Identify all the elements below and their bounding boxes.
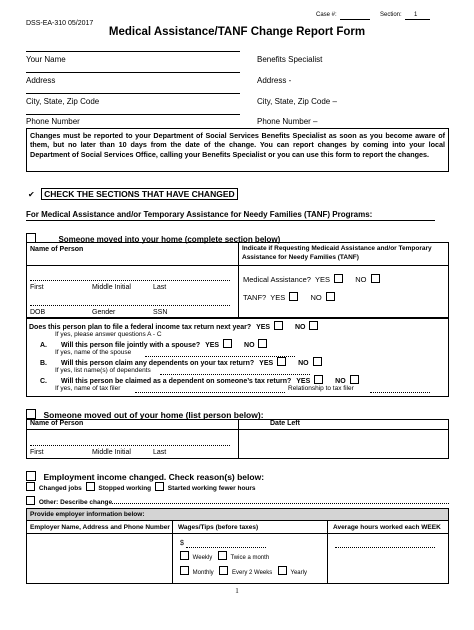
other-change-line[interactable]: [112, 503, 449, 504]
your-phone-line[interactable]: [26, 114, 240, 115]
medical-no-checkbox[interactable]: [371, 274, 380, 283]
form-id: DSS-EA-310 05/2017: [26, 20, 94, 27]
employer-col-header: Employer Name, Address and Phone Number: [30, 524, 170, 531]
tax-a-letter: A.: [40, 342, 47, 349]
moved-out-name-header: Name of Person: [30, 420, 84, 427]
tax-a-no-label: NO: [244, 342, 255, 349]
provide-employer-header-text: Provide employer information below:: [30, 511, 145, 518]
medical-assistance-row: [243, 274, 382, 284]
your-name-line[interactable]: [26, 51, 240, 52]
check-sections-text: CHECK THE SECTIONS THAT HAVE CHANGED: [44, 189, 235, 199]
moved-in-dob-label: DOB: [30, 309, 46, 316]
tax-a-sub-label: If yes, name of the spouse: [55, 349, 132, 356]
tax-main-yes-label: YES: [256, 324, 271, 331]
tax-c-no-checkbox[interactable]: [350, 375, 359, 384]
your-address-line[interactable]: [26, 72, 240, 73]
your-name-label: Your Name: [26, 55, 66, 64]
moved-in-name-line[interactable]: [30, 280, 230, 281]
your-city-label: City, State, Zip Code: [26, 97, 100, 106]
tanf-yes-checkbox[interactable]: [289, 292, 298, 301]
yearly-label: Yearly: [290, 570, 307, 576]
wages-dollar-sign: $: [180, 540, 184, 547]
medical-yes-label: YES: [315, 275, 331, 284]
other-change-row: [26, 496, 112, 506]
monthly-checkbox[interactable]: [180, 566, 189, 575]
moved-in-col-divider: [238, 242, 239, 318]
moved-out-first-label: First: [30, 449, 44, 456]
tax-main-yes-checkbox[interactable]: [274, 321, 283, 330]
tax-main-question: Does this person plan to file a federal income tax return next year?: [29, 324, 252, 331]
tax-c-no-label: NO: [335, 378, 346, 385]
moved-out-col-divider: [238, 419, 239, 459]
employer-col-header-divider: [26, 533, 449, 534]
hours-line[interactable]: [335, 547, 435, 548]
tanf-question: TANF?: [243, 293, 267, 302]
tax-a-yes-label: YES: [205, 342, 220, 349]
tax-c-yes-label: YES: [296, 378, 311, 385]
stopped-working-label: Stopped working: [98, 485, 152, 492]
section-value: 1: [414, 12, 418, 18]
tax-b-no-label: NO: [298, 360, 309, 367]
tax-main-row: [29, 321, 320, 331]
moved-out-label: Someone moved out of your home (list person below):: [43, 410, 264, 420]
moved-in-label: Someone moved into your home (complete section below): [58, 235, 281, 244]
section-field[interactable]: [405, 19, 430, 20]
tax-b-no-checkbox[interactable]: [313, 357, 322, 366]
moved-out-name-line[interactable]: [30, 445, 230, 446]
tanf-row: [243, 292, 337, 302]
moved-out-checkbox[interactable]: [26, 409, 36, 419]
moved-out-middle-label: Middle Initial: [92, 449, 131, 456]
specialist-phone-label: Phone Number –: [257, 117, 318, 126]
employment-label: Employment income changed. Check reason(s) below:: [43, 472, 265, 482]
programs-heading-underline: [26, 220, 435, 221]
change-reporting-notice: Changes must be reported to your Department of Social Services Benefits Specialist as soon as you become aware of them, but no later than 10 days from the date of the change. You can report changes by coming into your local Department of Social Services Office, calling your Benefits Specialist or you can use this form to report the changes.: [26, 128, 449, 172]
page-number: 1: [235, 587, 239, 595]
stopped-working-checkbox[interactable]: [86, 482, 95, 491]
tax-c-filer-line[interactable]: [135, 392, 285, 393]
tax-a-row: [40, 339, 269, 349]
check-sections-box: [41, 188, 237, 200]
tanf-no-checkbox[interactable]: [326, 292, 335, 301]
tanf-no-label: NO: [310, 293, 322, 302]
page-title: Medical Assistance/TANF Change Report Form: [108, 26, 366, 38]
medical-yes-checkbox[interactable]: [334, 274, 343, 283]
tax-c-sub-label: If yes, name of tax filer: [55, 385, 121, 392]
your-city-line[interactable]: [26, 93, 240, 94]
changed-jobs-label: Changed jobs: [38, 485, 82, 492]
moved-out-date-header: Date Left: [270, 420, 300, 427]
other-change-label: Other: Describe change: [38, 499, 113, 506]
tax-if-yes-answer: If yes, please answer questions A - C: [55, 331, 162, 338]
twice-month-checkbox[interactable]: [218, 551, 227, 560]
tax-main-no-label: NO: [295, 324, 306, 331]
moved-in-dob-line[interactable]: [30, 305, 230, 306]
wages-amount-line[interactable]: [186, 547, 266, 548]
tax-c-relationship-line[interactable]: [370, 392, 430, 393]
check-sections-heading: [28, 184, 238, 202]
tax-a-yes-checkbox[interactable]: [223, 339, 232, 348]
wages-col-header: Wages/Tips (before taxes): [178, 524, 259, 531]
employment-checkbox[interactable]: [26, 471, 36, 481]
your-phone-label: Phone Number: [26, 117, 80, 126]
moved-in-middle-label: Middle Initial: [92, 284, 131, 291]
your-address-label: Address: [26, 76, 56, 85]
yearly-checkbox[interactable]: [278, 566, 287, 575]
medical-assistance-question: Medical Assistance?: [243, 275, 311, 284]
tax-b-question: Will this person claim any dependents on your tax return?: [60, 360, 255, 367]
tax-b-sub-label: If yes, list name(s) of dependents: [55, 367, 151, 374]
moved-in-last-label: Last: [153, 284, 167, 291]
employer-col-divider-2: [327, 520, 328, 584]
tax-b-letter: B.: [40, 360, 47, 367]
other-change-checkbox[interactable]: [26, 496, 35, 505]
tax-c-row: [40, 375, 361, 385]
medicaid-header: Indicate if Requesting Medicaid Assistance and/or Temporary Assistance for Needy Families (TANF): [242, 245, 432, 261]
programs-heading: For Medical Assistance and/or Temporary Assistance for Needy Families (TANF) Programs:: [26, 210, 373, 219]
specialist-city-label: City, State, Zip Code –: [257, 97, 337, 106]
moved-out-last-label: Last: [153, 449, 167, 456]
medical-no-label: NO: [355, 275, 367, 284]
case-number-label: Case #:: [316, 12, 337, 18]
twice-month-label: Twice a month: [230, 555, 270, 561]
case-number-field[interactable]: [340, 19, 370, 20]
employer-col-divider-1: [172, 520, 173, 584]
checkmark-icon: ✔: [28, 190, 35, 199]
specialist-address-label: Address -: [257, 76, 292, 85]
moved-in-ssn-label: SSN: [153, 309, 168, 316]
tax-c-relationship-label: Relationship to tax filer: [288, 385, 354, 392]
tax-a-question: Will this person file jointly with a spouse?: [60, 342, 201, 349]
wage-frequency-row-1: [180, 551, 269, 561]
hours-col-header: Average hours worked each WEEK: [333, 524, 441, 531]
tax-c-yes-checkbox[interactable]: [314, 375, 323, 384]
employment-reasons-row: [26, 482, 256, 492]
weekly-checkbox[interactable]: [180, 551, 189, 560]
tax-b-yes-label: YES: [259, 360, 274, 367]
specialist-name-label: Benefits Specialist: [257, 55, 323, 64]
fewer-hours-checkbox[interactable]: [155, 482, 164, 491]
tax-c-question: Will this person be claimed as a dependent on someone’s tax return?: [60, 378, 292, 385]
wage-frequency-row-2: [180, 566, 307, 576]
tax-b-yes-checkbox[interactable]: [277, 357, 286, 366]
monthly-label: Monthly: [192, 570, 214, 576]
tax-a-no-checkbox[interactable]: [258, 339, 267, 348]
changed-jobs-checkbox[interactable]: [26, 482, 35, 491]
moved-in-gender-label: Gender: [92, 309, 116, 316]
fewer-hours-label: Started working fewer hours: [167, 485, 256, 492]
moved-in-name-header: Name of Person: [30, 246, 84, 253]
section-label: Section:: [380, 12, 402, 18]
every-2-weeks-label: Every 2 Weeks: [232, 570, 273, 576]
tax-c-letter: C.: [40, 378, 47, 385]
every-2-weeks-checkbox[interactable]: [219, 566, 228, 575]
tanf-yes-label: YES: [270, 293, 286, 302]
tax-main-no-checkbox[interactable]: [309, 321, 318, 330]
tax-b-row: [40, 357, 324, 367]
moved-in-first-label: First: [30, 284, 44, 291]
weekly-label: Weekly: [192, 555, 213, 561]
